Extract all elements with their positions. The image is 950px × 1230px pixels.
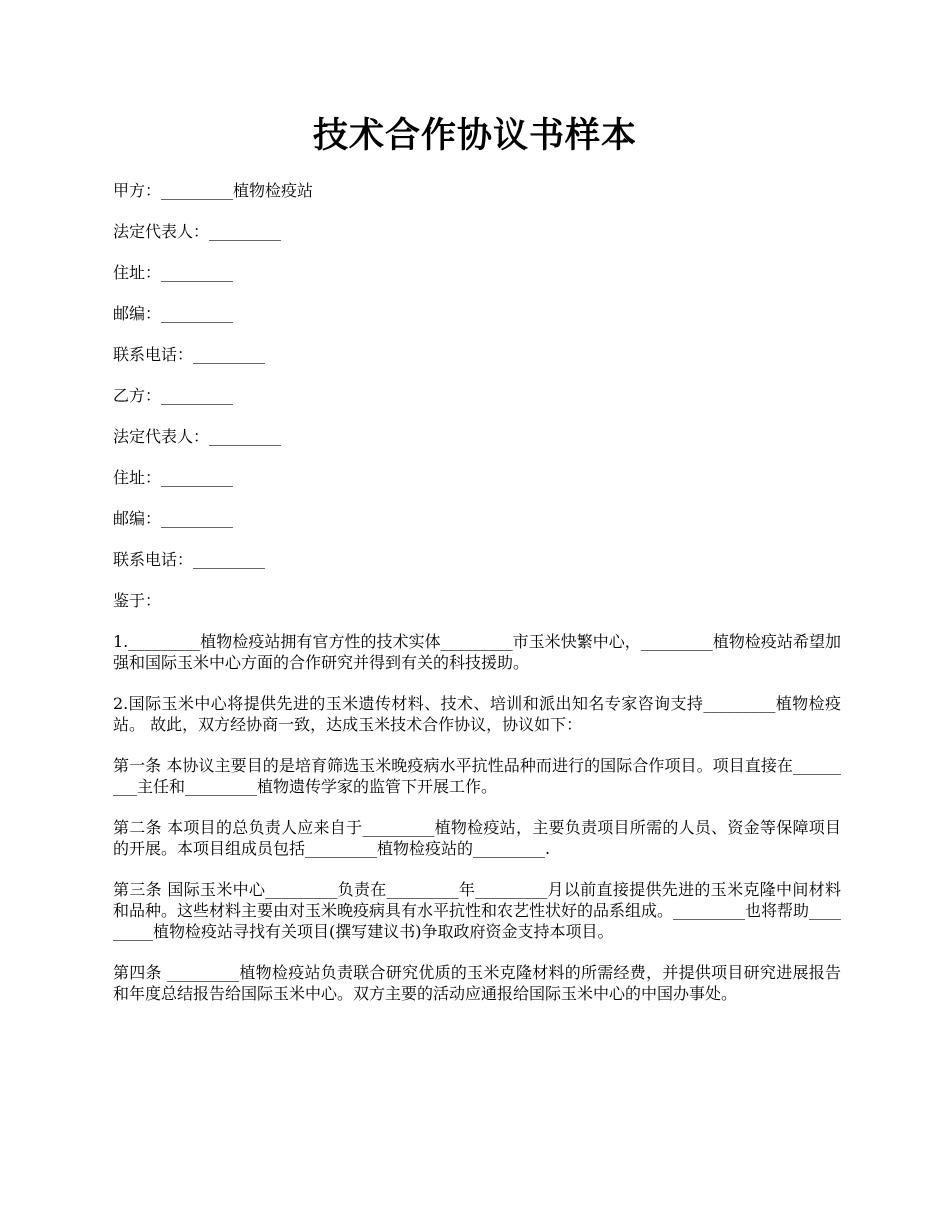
- party-a-name: 甲方：_________植物检疫站: [113, 181, 314, 200]
- party-b-representative: 法定代表人：_________: [113, 427, 282, 446]
- party-a-postcode: 邮编：_________: [113, 304, 234, 323]
- article-2: 第二条 本项目的总负责人应来自于_________植物检疫站，主要负责项目所需的人员、资金等保障项目的开展。本项目组成员包括_________植物检疫站的_________.: [113, 818, 841, 858]
- party-b-address: 住址：_________: [113, 468, 234, 487]
- article-1: 第一条 本协议主要目的是培育筛选玉米晚疫病水平抗性品种而进行的国际合作项目。项目直接在_________主任和_________植物遗传学家的监管下开展工作。: [113, 756, 841, 796]
- paragraph-1: 1._________植物检疫站拥有官方性的技术实体_________市玉米快繁中心，_________植物检疫站希望加强和国际玉米中心方面的合作研究并得到有关的科技援助。: [113, 632, 841, 672]
- party-b-postcode: 邮编：_________: [113, 509, 234, 528]
- party-b-phone: 联系电话：_________: [113, 550, 266, 569]
- article-4: 第四条 _________植物检疫站负责联合研究优质的玉米克隆材料的所需经费，并提供项目研究进展报告和年度总结报告给国际玉米中心。双方主要的活动应通报给国际玉米中心的中国办事处。: [113, 963, 841, 1003]
- whereas-label: 鉴于：: [113, 591, 162, 610]
- article-3: 第三条 国际玉米中心_________负责在_________年_________月以前直接提供先进的玉米克隆中间材料和品种。这些材料主要由对玉米晚疫病具有水平抗性和农艺性状好的品系组成。_________也将帮助_________植物检疫站寻找有关项目(撰写建议书)争取政府资金支持本项目。: [113, 880, 842, 941]
- party-a-address: 住址：_________: [113, 263, 234, 282]
- party-a-representative: 法定代表人：_________: [113, 222, 282, 241]
- party-b-name: 乙方：_________: [113, 386, 234, 405]
- party-a-phone: 联系电话：_________: [113, 345, 266, 364]
- document-body: [113, 180, 841, 1024]
- document-title: 技术合作协议书样本: [312, 115, 637, 156]
- paragraph-2: 2.国际玉米中心将提供先进的玉米遗传材料、技术、培训和派出知名专家咨询支持_________植物检疫站。 故此，双方经协商一致，达成玉米技术合作协议，协议如下：: [113, 694, 841, 734]
